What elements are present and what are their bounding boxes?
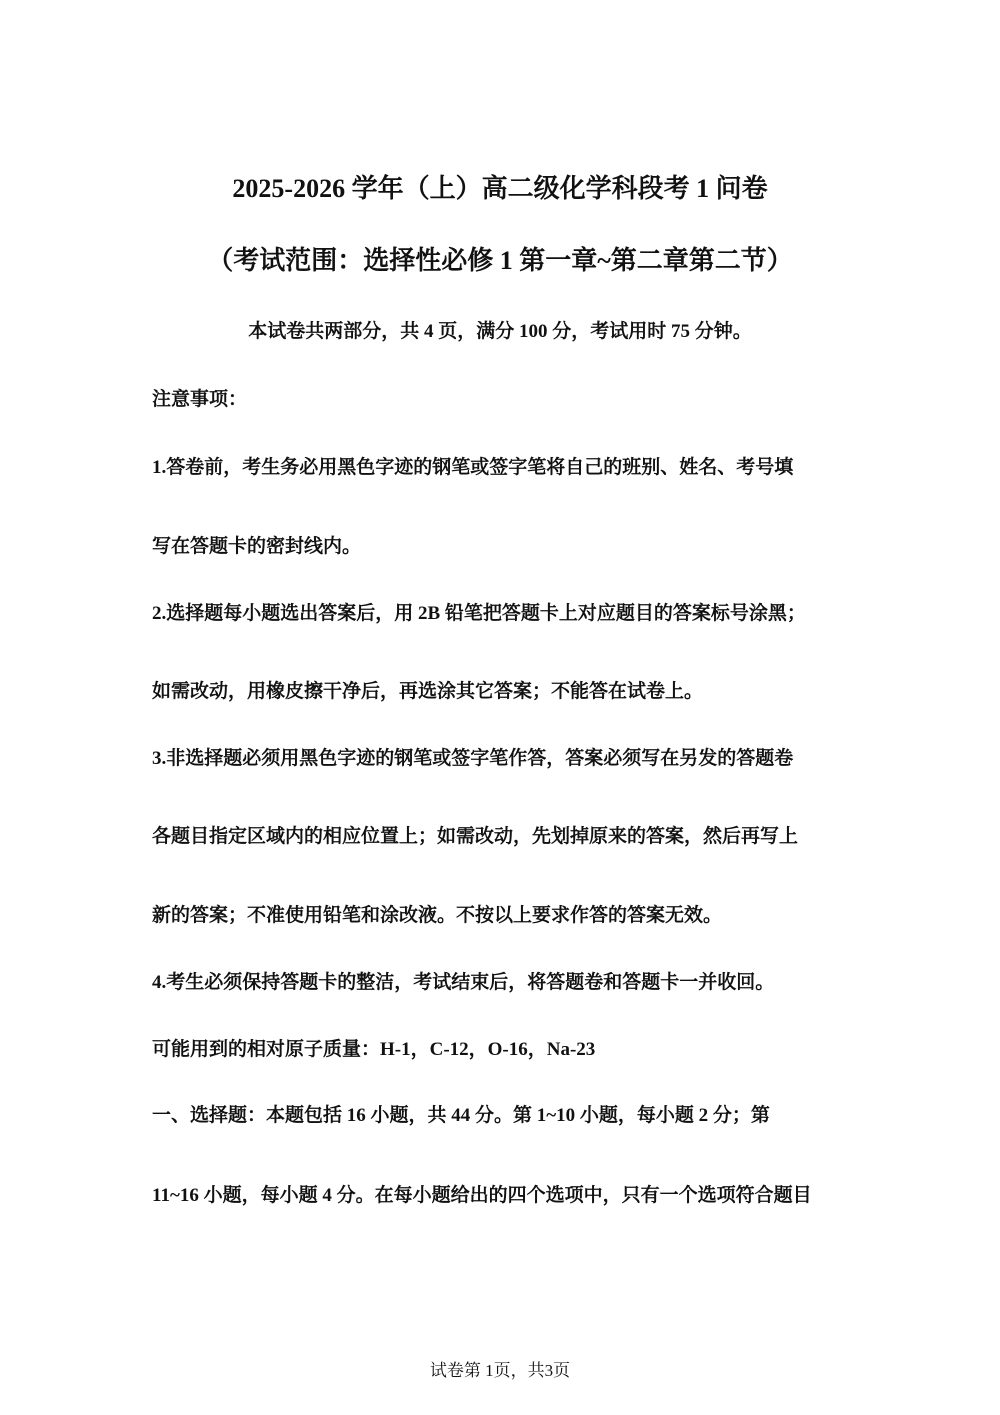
- notice-line-3: 3.非选择题必须用黑色字迹的钢笔或签字笔作答，答案必须写在另发的答题卷: [152, 748, 794, 769]
- section-one-line-1: 一、选择题：本题包括 16 小题，共 44 分。第 1~10 小题，每小题 2 分；第: [152, 1105, 770, 1126]
- notice-line-2: 2.选择题每小题选出答案后，用 2B 铅笔把答题卡上对应题目的答案标号涂黑；: [152, 603, 806, 624]
- notice-heading: 注意事项：: [152, 389, 248, 410]
- notice-line-3-cont-b: 新的答案；不准使用铅笔和涂改液。不按以上要求作答的答案无效。: [152, 905, 723, 926]
- notice-line-3-cont-a: 各题目指定区域内的相应位置上；如需改动，先划掉原来的答案，然后再写上: [152, 826, 799, 847]
- section-one-line-2: 11~16 小题，每小题 4 分。在每小题给出的四个选项中，只有一个选项符合题目: [152, 1185, 812, 1206]
- exam-scope-subtitle: （考试范围：选择性必修 1 第一章~第二章第二节）: [207, 246, 793, 275]
- atomic-masses: 可能用到的相对原子质量：H-1，C-12，O-16，Na-23: [152, 1039, 596, 1060]
- notice-line-1-cont: 写在答题卡的密封线内。: [152, 536, 362, 557]
- exam-title: 2025-2026 学年（上）高二级化学科段考 1 问卷: [232, 174, 768, 203]
- exam-intro: 本试卷共两部分，共 4 页，满分 100 分，考试用时 75 分钟。: [248, 321, 752, 342]
- notice-line-1: 1.答卷前，考生务必用黑色字迹的钢笔或签字笔将自己的班别、姓名、考号填: [152, 457, 794, 478]
- notice-line-4: 4.考生必须保持答题卡的整洁，考试结束后，将答题卷和答题卡一并收回。: [152, 972, 775, 993]
- notice-line-2-cont: 如需改动，用橡皮擦干净后，再选涂其它答案；不能答在试卷上。: [152, 681, 704, 702]
- page-number-footer: 试卷第 1页，共3页: [429, 1361, 571, 1380]
